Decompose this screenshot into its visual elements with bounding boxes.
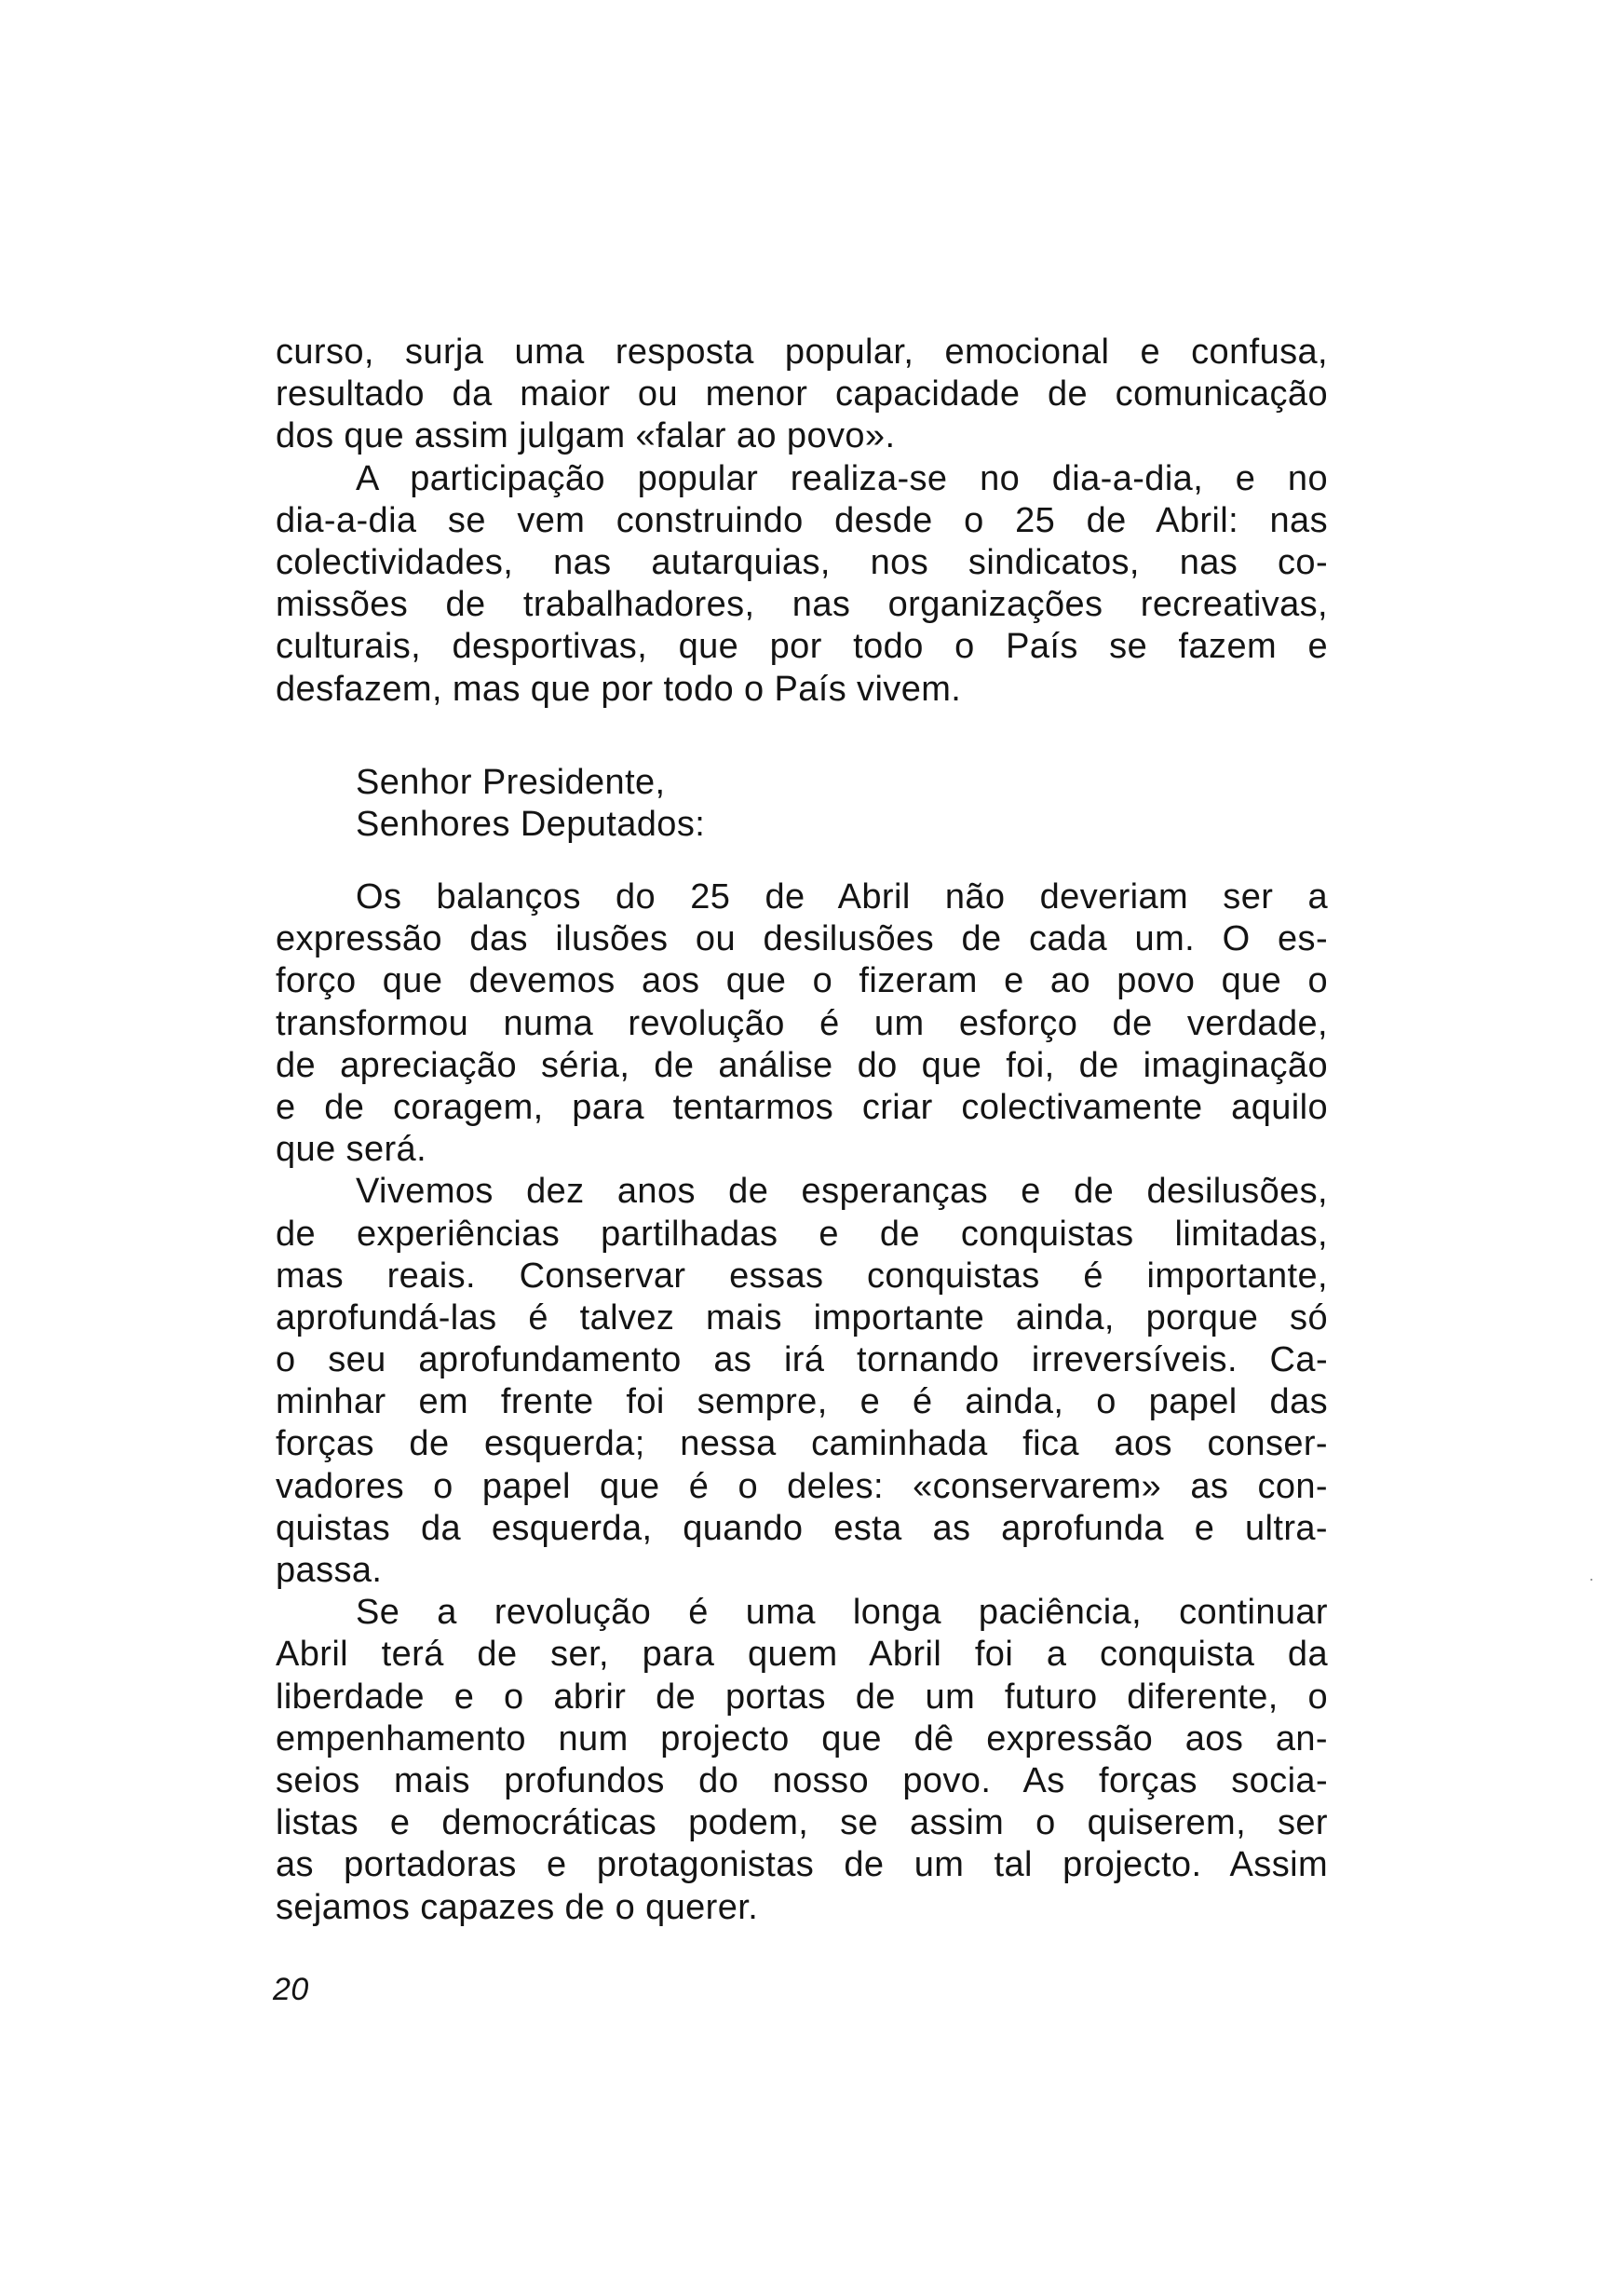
text-line: Se a revolução é uma longa paciência, continuar (356, 1593, 1328, 1633)
text-line: curso, surja uma resposta popular, emocional e confusa, (276, 333, 1328, 372)
text-line: Vivemos dez anos de esperanças e de desilusões, (356, 1172, 1328, 1212)
text-line: colectividades, nas autarquias, nos sindicatos, nas co- (276, 542, 1328, 582)
text-line: que será. (276, 1130, 427, 1170)
text-line: aprofundá-las é talvez mais importante ainda, porque só (276, 1297, 1328, 1338)
text-line: Abril terá de ser, para quem Abril foi a conquista da (276, 1635, 1328, 1675)
paragraph-block-main (276, 876, 1328, 1929)
text-line: A participação popular realiza-se no dia-a-dia, e no (356, 458, 1328, 498)
text-line: seios mais profundos do nosso povo. As forças socia- (276, 1760, 1328, 1800)
scan-speck (1590, 1579, 1592, 1581)
text-line: resultado da maior ou menor capacidade de comunicação (276, 374, 1328, 414)
text-line: as portadoras e protagonistas de um tal projecto. Assim (276, 1845, 1328, 1885)
text-line: expressão das ilusões ou desilusões de cada um. O es- (276, 919, 1328, 959)
text-line: dia-a-dia se vem construindo desde o 25 de Abril: nas (276, 500, 1328, 540)
text-line: mas reais. Conservar essas conquistas é importante, (276, 1256, 1328, 1296)
text-line: dos que assim julgam «falar ao povo». (276, 416, 896, 456)
text-line: de experiências partilhadas e de conquistas limitadas, (276, 1214, 1328, 1254)
text-line: Os balanços do 25 de Abril não deveriam ser a (356, 877, 1328, 917)
paragraph-block-intro (276, 332, 1328, 711)
page-number: 20 (273, 1972, 309, 2007)
text-line: missões de trabalhadores, nas organizações recreativas, (276, 585, 1328, 625)
text-line: forço que devemos aos que o fizeram e ao povo que o (276, 961, 1328, 1001)
text-line: sejamos capazes de o querer. (276, 1887, 759, 1927)
text-line: passa. (276, 1551, 383, 1590)
text-line: liberdade e o abrir de portas de um futuro diferente, o (276, 1677, 1328, 1717)
text-line: transformou numa revolução é um esforço de verdade, (276, 1003, 1328, 1043)
text-line: de apreciação séria, de análise do que foi, de imaginação (276, 1045, 1328, 1085)
text-line: o seu aprofundamento as irá tornando irreversíveis. Ca- (276, 1340, 1328, 1380)
salutation-line: Senhores Deputados: (356, 805, 706, 845)
text-line: e de coragem, para tentarmos criar colectivamente aquilo (276, 1087, 1328, 1127)
text-line: listas e democráticas podem, se assim o quiserem, ser (276, 1803, 1328, 1843)
text-line: minhar em frente foi sempre, e é ainda, o papel das (276, 1382, 1328, 1422)
text-line: culturais, desportivas, que por todo o País se fazem e (276, 627, 1328, 667)
text-line: empenhamento num projecto que dê expressão aos an- (276, 1718, 1328, 1759)
text-line: quistas da esquerda, quando esta as aprofunda e ultra- (276, 1508, 1328, 1548)
text-line: forças de esquerda; nessa caminhada fica aos conser- (276, 1424, 1328, 1464)
text-line: vadores o papel que é o deles: «conservarem» as con- (276, 1466, 1328, 1506)
salutation-line: Senhor Presidente, (356, 763, 666, 802)
text-line: desfazem, mas que por todo o País vivem. (276, 669, 962, 709)
salutation (276, 762, 1328, 846)
